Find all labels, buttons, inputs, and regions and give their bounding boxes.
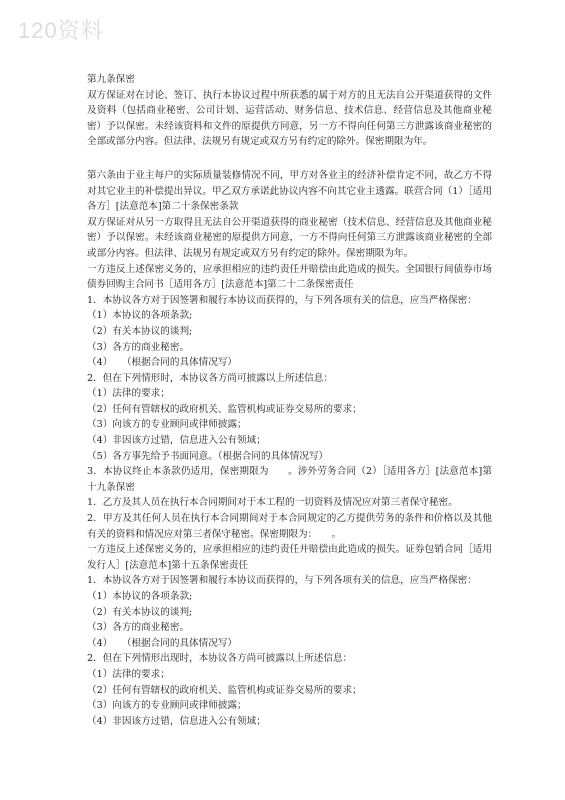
paragraph: （3）各方的商业秘密。 (87, 341, 190, 353)
paragraph: 1．本协议各方对于因签署和履行本协议而获得的，与下列各项有关的信息，应当严格保密： (87, 294, 477, 306)
paragraph: （4） （根据合同的具体情况写） (87, 357, 238, 369)
paragraph: （1）本协议的各项条款; (87, 591, 193, 602)
paragraph: 3．本协议终止本条款仍适用，保密期限为 。涉外劳务合同（2）［适用各方］[法意范本]第十九条保密 (87, 466, 492, 493)
paragraph: （1）本协议的各项条款; (87, 310, 193, 322)
paragraph: 双方保证对在讨论、签订、执行本协议过程中所获悉的属于对方的且无法自公开渠道获得的文件及资料（包括商业秘密、公司计划、运营活动、财务信息、技术信息、经营信息及其他商业秘密）予以保密。未经该资料和文件的原提供方同意，另一方不得向任何第三方泄露该商业秘密的全部或部分内容。但法律、法规另有规定或双方另有约定的除外。保密期限为年。 (87, 89, 492, 148)
paragraph: （2）任何有管辖权的政府机关、监管机构或证券交易所的要求； (87, 684, 362, 696)
paragraph: （3）向该方的专业顾问或律师披露； (87, 419, 247, 431)
paragraph: （2）任何有管辖权的政府机关、监管机构或证券交易所的要求； (87, 403, 362, 415)
paragraph: （4）非因该方过错，信息进入公有领域； (87, 435, 266, 447)
paragraph: （3）向该方的专业顾问或律师披露； (87, 700, 247, 712)
paragraph: 一方违反上述保密义务的，应承担相应的违约责任并赔偿由此造成的损失。证券包销合同［适用发行人］[法意范本]第十五条保密责任 (87, 544, 492, 571)
paragraph: 1．本协议各方对于因签署和履行本协议而获得的，与下列各项有关的信息，应当严格保密： (87, 575, 477, 587)
paragraph: 一方违反上述保密义务的，应承担相应的违约责任并赔偿由此造成的损失。全国银行间债券市场债券回购主合同书［适用各方］[法意范本]第二十二条保密责任 (87, 263, 492, 291)
paragraph: （3）各方的商业秘密。 (87, 622, 190, 634)
paragraph: （5）各方事先给予书面同意。（根据合同的具体情况写） (87, 450, 329, 462)
paragraph: 2．但在下列情形出现时，本协议各方尚可披露以上所述信息： (87, 653, 353, 665)
paragraph: （4） （根据合同的具体情况写） (87, 637, 238, 649)
paragraph: 2．甲方及其任何人员在执行本合同期间对于本合同规定的乙方提供劳务的条件和价格以及其他有关的资料和情况应对第三者保守秘密。保密期限为： 。 (87, 513, 492, 540)
paragraph: （4）非因该方过错，信息进入公有领域； (87, 715, 266, 727)
paragraph: 第九条保密 (87, 74, 135, 85)
paragraph: （2）有关本协议的谈判; (87, 325, 193, 337)
watermark: 120资料 (18, 18, 104, 43)
paragraph: （2）有关本协议的谈判; (87, 606, 193, 618)
paragraph: 第六条由于业主每户的实际质量装修情况不同，甲方对各业主的经济补偿肯定不同，故乙方不得对其它业主的补偿提出异议。甲乙双方承诺此协议内容不向其它业主透露。联营合同（1）［适用各方］[法意范本]第二十条保密条款 (87, 169, 492, 213)
document-body (87, 72, 492, 729)
paragraph: 双方保证对从另一方取得且无法自公开渠道获得的商业秘密（技术信息、经营信息及其他商业秘密）予以保密。未经该商业秘密的原提供方同意，一方不得向任何第三方泄露该商业秘密的全部或部分内容。但法律、法规另有规定或双方另有约定的除外。保密期限为年。 (87, 216, 492, 259)
paragraph: （1）法律的要求； (87, 388, 170, 400)
paragraph: 1．乙方及其人员在执行本合同期间对于本工程的一切资料及情况应对第三者保守秘密。 (87, 497, 458, 509)
paragraph: 2．但在下列情形时，本协议各方尚可披露以上所述信息： (87, 372, 333, 384)
paragraph: （1）法律的要求； (87, 668, 170, 680)
paragraph-gap (87, 150, 492, 168)
